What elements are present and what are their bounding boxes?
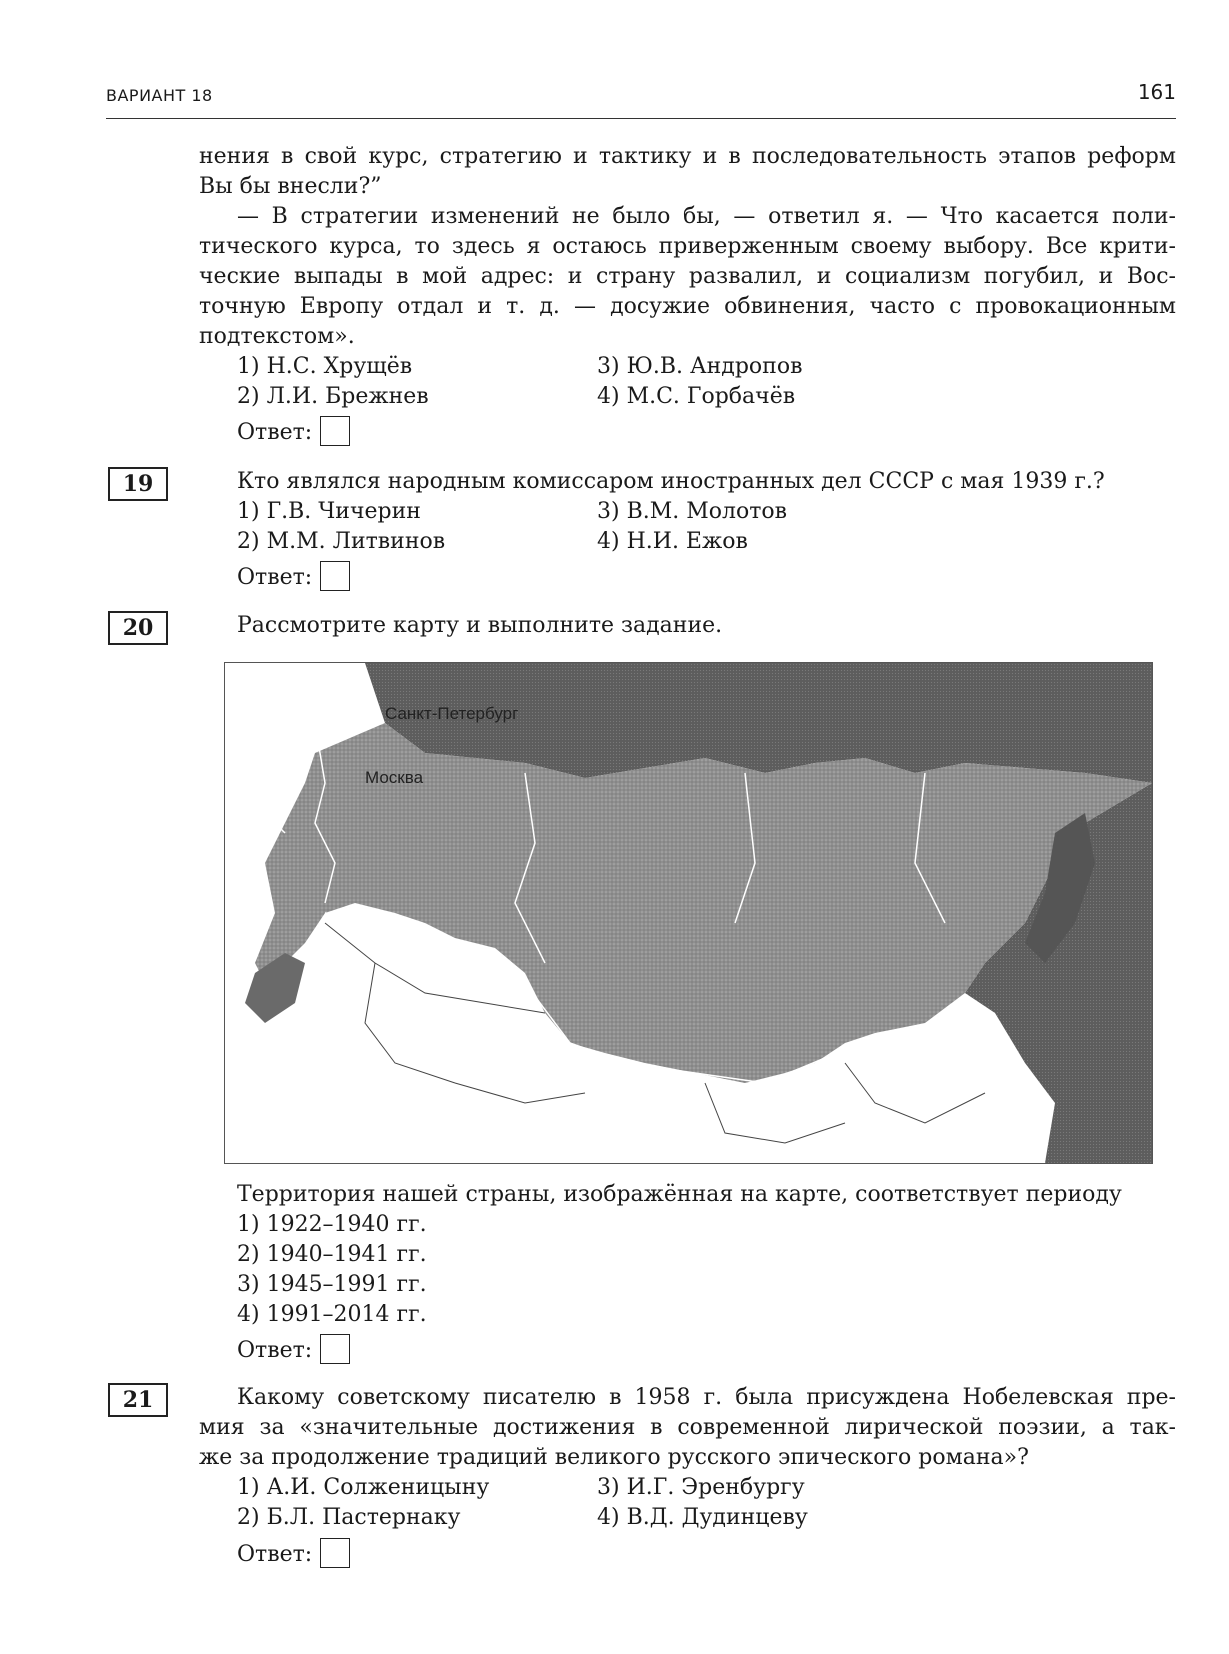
variant-label: ВАРИАНТ 18 <box>106 86 213 105</box>
answer-box[interactable] <box>320 561 350 591</box>
quote-line: Вы бы внесли?” <box>199 174 382 199</box>
answer-row <box>237 418 350 448</box>
question-line: же за продолжение традиций великого русского эпического романа»? <box>199 1445 1029 1470</box>
quote-line: подтекстом». <box>199 324 355 349</box>
question-line: Какому советскому писателю в 1958 г. была присуждена Нобелевская пре- <box>237 1385 1176 1410</box>
question-number: 21 <box>108 1383 168 1417</box>
question-instruction: Рассмотрите карту и выполните задание. <box>237 613 723 638</box>
page-header <box>106 80 1176 119</box>
page-number: 161 <box>1137 80 1176 104</box>
option-4: 4) 1991–2014 гг. <box>237 1302 427 1327</box>
option-3: 3) Ю.В. Андропов <box>597 354 803 379</box>
answer-label: Ответ: <box>237 1338 313 1363</box>
map-label-spb: Санкт-Петербург <box>385 704 519 723</box>
historical-map <box>224 662 1153 1164</box>
question-text: Территория нашей страны, изображённая на карте, соответствует периоду <box>237 1182 1122 1207</box>
answer-box[interactable] <box>320 416 350 446</box>
question-number: 20 <box>108 611 168 645</box>
quote-line: ческие выпады в мой адрес: и страну развалил, и социализм погубил, и Вос- <box>199 264 1176 289</box>
option-2: 2) Л.И. Брежнев <box>237 384 429 409</box>
answer-row <box>237 1336 350 1366</box>
answer-row <box>237 1540 350 1570</box>
quote-line: точную Европу отдал и т. д. — досужие обвинения, часто с провокационным <box>199 294 1176 319</box>
option-1: 1) 1922–1940 гг. <box>237 1212 427 1237</box>
question-number: 19 <box>108 467 168 501</box>
option-1: 1) А.И. Солженицыну <box>237 1475 490 1500</box>
caspian-sea <box>245 953 305 1023</box>
answer-label: Ответ: <box>237 565 313 590</box>
option-4: 4) Н.И. Ежов <box>597 529 748 554</box>
quote-line: тического курса, то здесь я остаюсь приверженным своему выбору. Все крити- <box>199 234 1176 259</box>
answer-label: Ответ: <box>237 420 313 445</box>
map-label-moscow: Москва <box>365 768 424 787</box>
option-2: 2) М.М. Литвинов <box>237 529 446 554</box>
option-3: 3) И.Г. Эренбургу <box>597 1475 805 1500</box>
answer-row <box>237 563 350 593</box>
question-text: Кто являлся народным комиссаром иностранных дел СССР с мая 1939 г.? <box>237 469 1105 494</box>
option-3: 3) В.М. Молотов <box>597 499 788 524</box>
option-3: 3) 1945–1991 гг. <box>237 1272 427 1297</box>
option-2: 2) 1940–1941 гг. <box>237 1242 427 1267</box>
option-4: 4) В.Д. Дудинцеву <box>597 1505 808 1530</box>
option-4: 4) М.С. Горбачёв <box>597 384 796 409</box>
answer-label: Ответ: <box>237 1542 313 1567</box>
answer-box[interactable] <box>320 1538 350 1568</box>
quote-line: нения в свой курс, стратегию и тактику и в последовательность этапов реформ <box>199 144 1176 169</box>
option-2: 2) Б.Л. Пастернаку <box>237 1505 461 1530</box>
option-1: 1) Н.С. Хрущёв <box>237 354 413 379</box>
quote-line: — В стратегии изменений не было бы, — ответил я. — Что касается поли- <box>237 204 1176 229</box>
option-1: 1) Г.В. Чичерин <box>237 499 421 524</box>
question-line: мия за «значительные достижения в современной лирической поэзии, а так- <box>199 1415 1176 1440</box>
answer-box[interactable] <box>320 1334 350 1364</box>
